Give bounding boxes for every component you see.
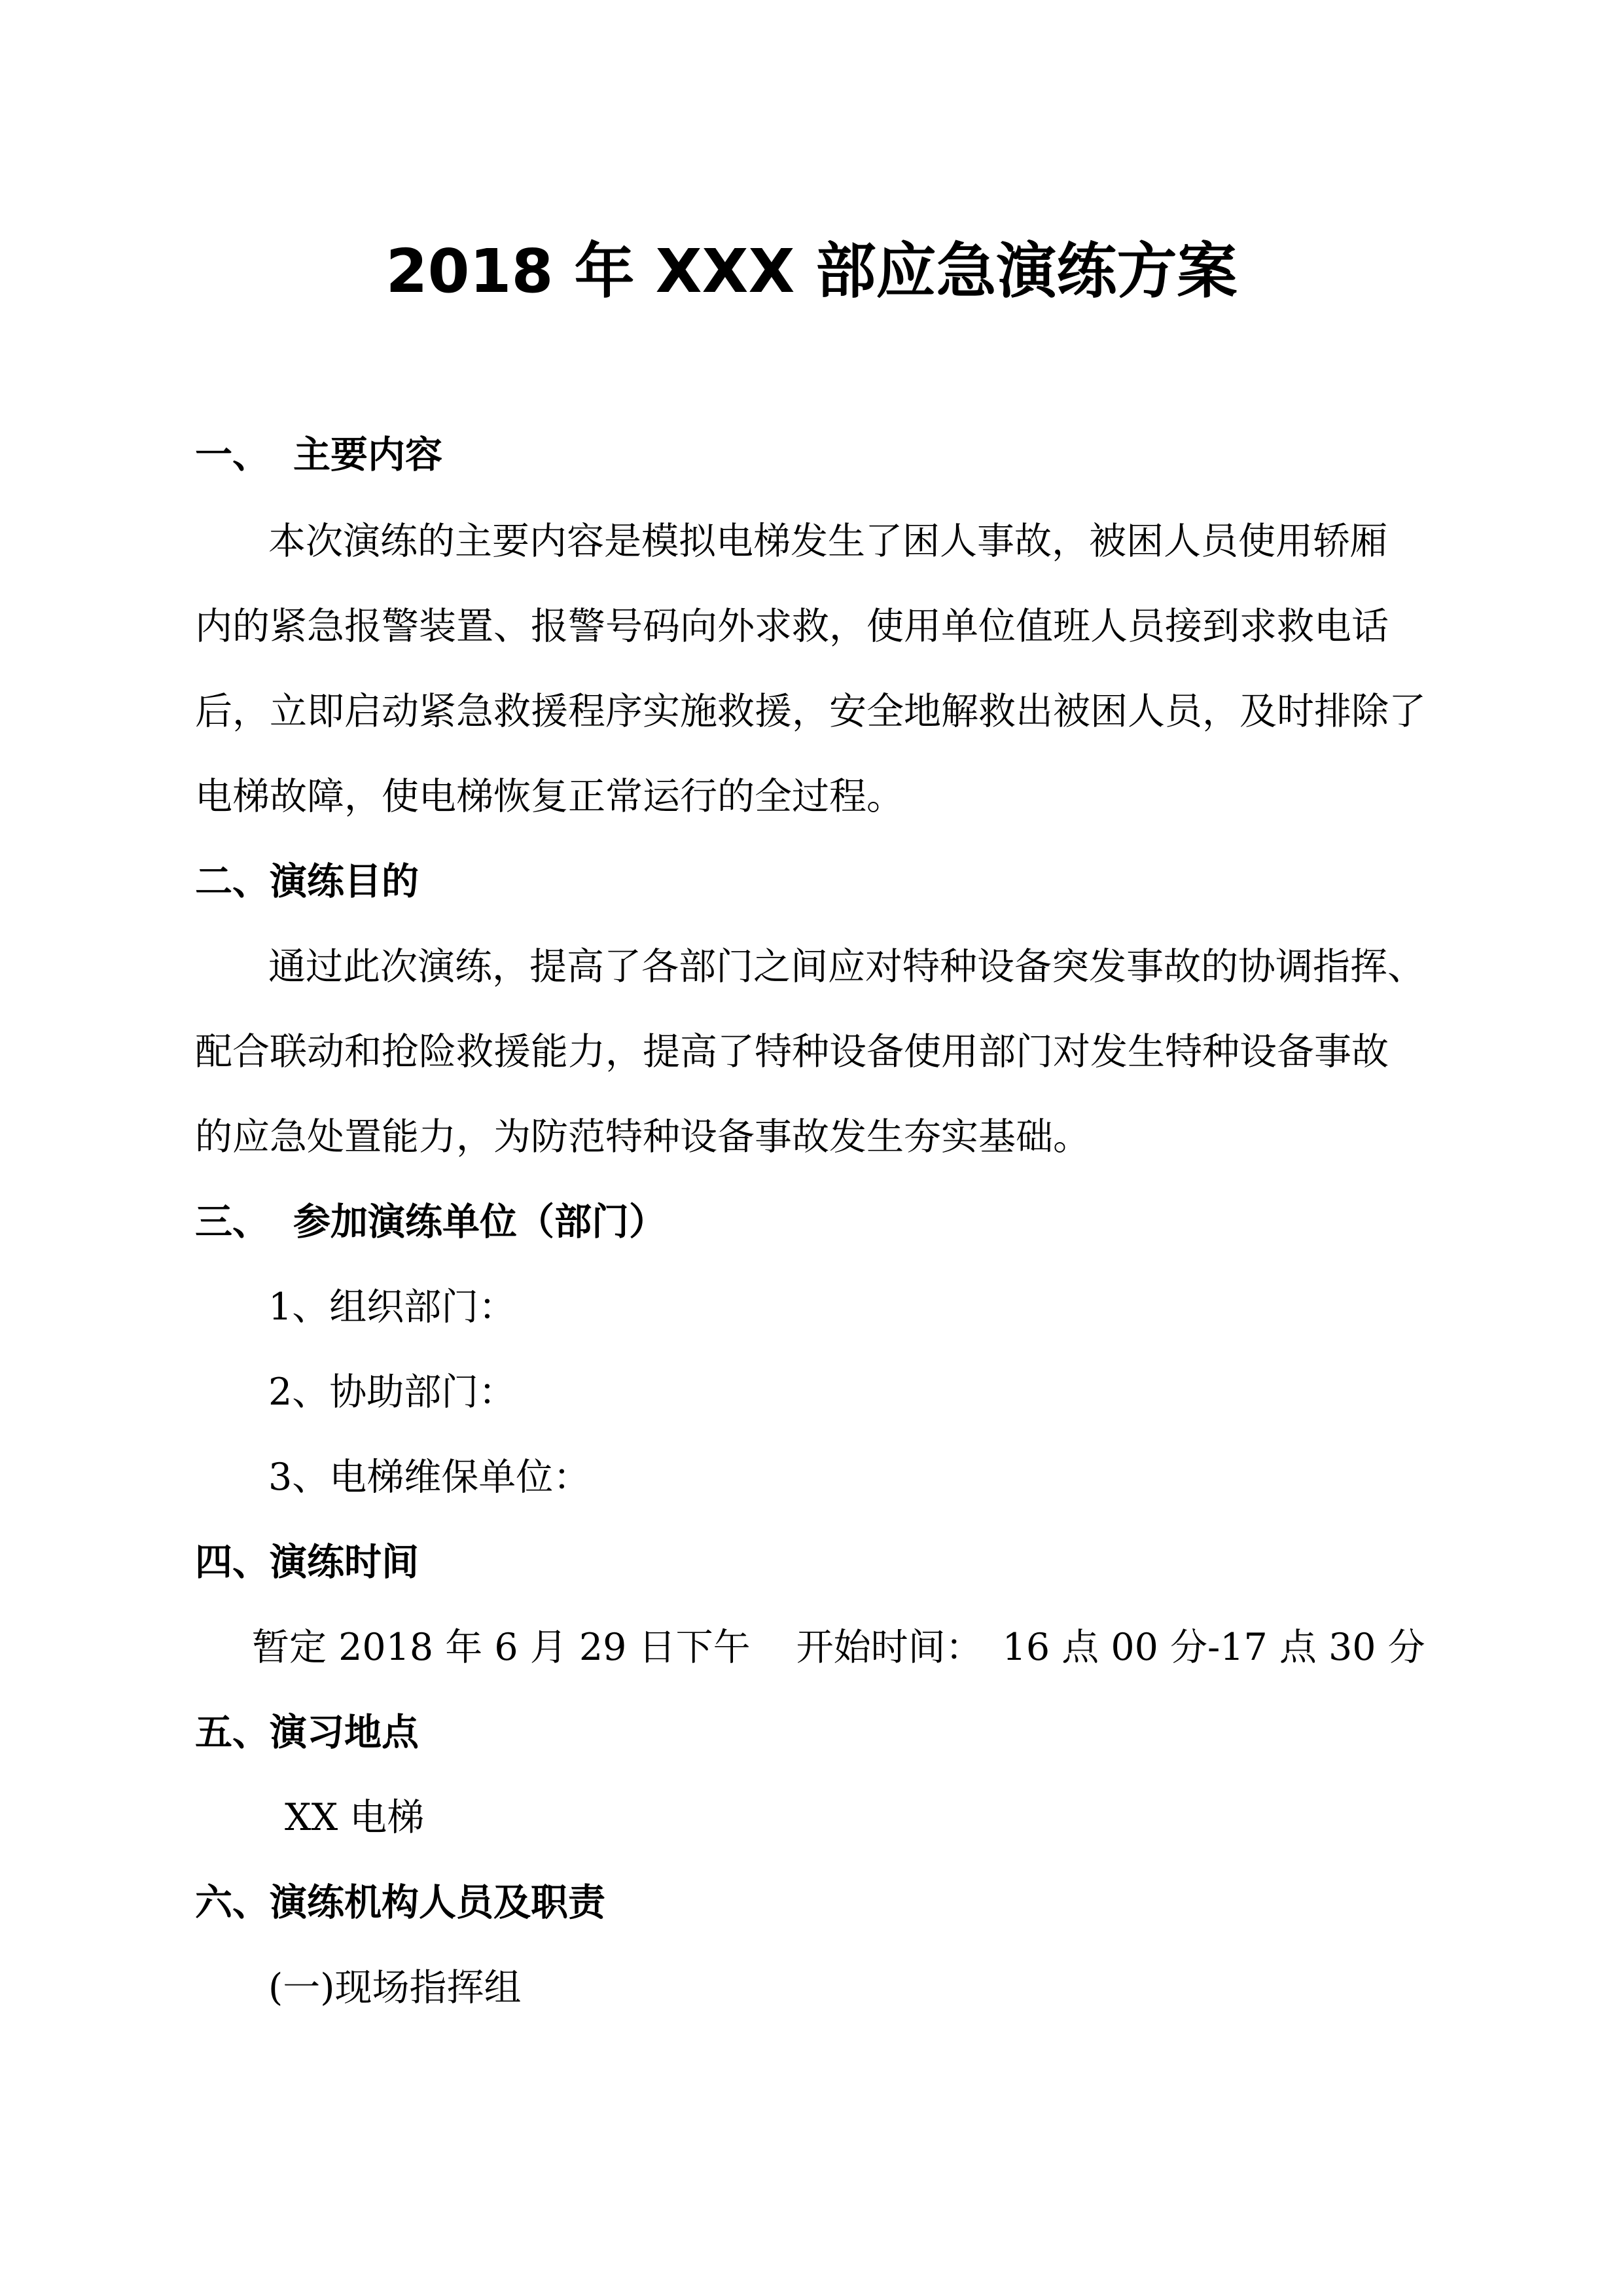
section-number: 一、 xyxy=(195,433,270,476)
section-heading-main-content xyxy=(195,429,442,481)
drill-location: XX 电梯 xyxy=(285,1796,425,1839)
section-heading-organization: 六、演练机构人员及职责 xyxy=(195,1880,605,1924)
section-heading-location: 五、演习地点 xyxy=(195,1710,419,1754)
drill-date: 暂定 2018 年 6 月 29 日下午 xyxy=(252,1626,751,1669)
section-heading-purpose: 二、演练目的 xyxy=(195,859,419,903)
list-item: 3、电梯维保单位： xyxy=(268,1456,591,1499)
start-time-label: 开始时间： xyxy=(796,1626,983,1669)
document-title: 2018 年 XXX 部应急演练方案 xyxy=(385,236,1238,306)
section-heading-time: 四、演练时间 xyxy=(195,1540,419,1584)
paragraph-line: 内的紧急报警装置、报警号码向外求救，使用单位值班人员接到求救电话 xyxy=(195,605,1389,648)
section-title: 参加演练单位（部门） xyxy=(293,1200,666,1244)
paragraph-line: 本次演练的主要内容是模拟电梯发生了困人事故，被困人员使用轿厢 xyxy=(268,520,1387,563)
time-range: 16 点 00 分-17 点 30 分 xyxy=(1002,1626,1425,1669)
paragraph-line: 后，立即启动紧急救援程序实施救援，安全地解救出被困人员，及时排除了 xyxy=(195,690,1426,733)
paragraph-line: 的应急处置能力，为防范特种设备事故发生夯实基础。 xyxy=(195,1115,1090,1158)
section-title: 主要内容 xyxy=(293,433,442,476)
drill-time-line xyxy=(252,1621,1425,1674)
subsection-heading: (一)现场指挥组 xyxy=(268,1966,522,2009)
list-item: 2、协助部门： xyxy=(268,1371,516,1414)
list-item: 1、组织部门： xyxy=(268,1285,516,1329)
section-heading-participants xyxy=(195,1196,666,1248)
section-number: 三、 xyxy=(195,1200,270,1244)
paragraph-line: 通过此次演练，提高了各部门之间应对特种设备突发事故的协调指挥、 xyxy=(268,945,1425,988)
paragraph-line: 电梯故障，使电梯恢复正常运行的全过程。 xyxy=(195,775,904,818)
paragraph-line: 配合联动和抢险救援能力，提高了特种设备使用部门对发生特种设备事故 xyxy=(195,1030,1389,1073)
